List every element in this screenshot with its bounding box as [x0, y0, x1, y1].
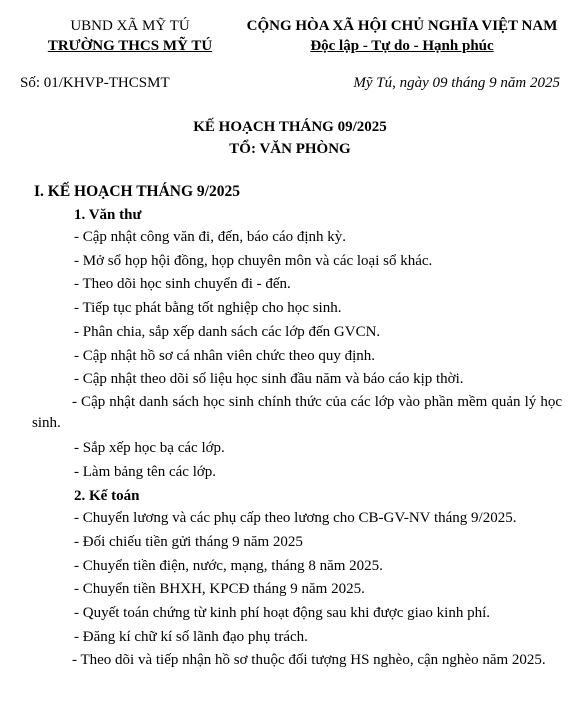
org-line-1: UBND XÃ MỸ TÚ [70, 18, 190, 34]
ke-toan-heading: 2. Kế toán [74, 488, 140, 505]
list-item: - Tiếp tục phát bằng tốt nghiệp cho học sinh. [74, 300, 342, 317]
list-item: - Sắp xếp học bạ các lớp. [74, 439, 225, 456]
school-name: TRƯỜNG THCS MỸ TÚ [47, 38, 213, 54]
org-line-2 [20, 36, 240, 56]
list-item: - Làm bảng tên các lớp. [74, 463, 217, 480]
van-thu-list [34, 226, 562, 484]
document-title [0, 116, 580, 160]
list-item: - Chuyển lương và các phụ cấp theo lương cho CB-GV-NV tháng 9/2025. [74, 510, 517, 527]
document-number: Số: 01/KHVP-THCSMT [20, 75, 170, 91]
list-item: - Quyết toán chứng từ kinh phí hoạt động sau khi được giao kinh phí. [74, 605, 491, 622]
motto: Độc lập - Tự do - Hạnh phúc [310, 38, 494, 54]
list-item: - Theo dõi và tiếp nhận hồ sơ thuộc đối tượng HS nghèo, cận nghèo năm 2025. [72, 651, 546, 668]
list-item: - Cập nhật theo dõi số liệu học sinh đầu năm và báo cáo kịp thời. [74, 371, 464, 388]
list-item: - Cập nhật hồ sơ cá nhân viên chức theo quy định. [74, 347, 375, 364]
title-line-1: KẾ HOẠCH THÁNG 09/2025 [193, 119, 387, 135]
list-item: - Đối chiếu tiền gửi tháng 9 năm 2025 [74, 534, 303, 551]
list-item: - Mở sổ họp hội đồng, họp chuyên môn và các loại sổ khác. [74, 252, 433, 269]
ke-toan-list [34, 507, 562, 670]
list-item: - Đăng kí chữ kí số lãnh đạo phụ trách. [74, 628, 308, 645]
list-item: - Cập nhật danh sách học sinh chính thức của các lớp vào phần mềm quản lý học sinh. [32, 393, 562, 431]
list-item: - Chuyển tiền BHXH, KPCĐ tháng 9 năm 2025. [74, 581, 365, 598]
title-line-2: TỔ: VĂN PHÒNG [229, 141, 351, 157]
national-header [232, 16, 572, 56]
place-date: Mỹ Tú, ngày 09 tháng 9 năm 2025 [353, 75, 560, 91]
list-item: - Chuyển tiền điện, nước, mạng, tháng 8 năm 2025. [74, 557, 383, 574]
nation-line-1: CỘNG HÒA XÃ HỘI CHỦ NGHĨA VIỆT NAM [246, 18, 558, 34]
list-item: - Theo dõi học sinh chuyển đi - đến. [74, 276, 291, 293]
document-body [34, 180, 562, 674]
organization-header [20, 16, 240, 56]
list-item: - Phân chia, sắp xếp danh sách các lớp đến GVCN. [74, 323, 381, 340]
nation-line-2 [232, 36, 572, 56]
reference-line [20, 75, 560, 95]
section-1-heading: I. KẾ HOẠCH THÁNG 9/2025 [34, 183, 240, 200]
list-item: - Cập nhật công văn đi, đến, báo cáo định kỳ. [74, 229, 347, 245]
van-thu-heading: 1. Văn thư [74, 207, 142, 223]
